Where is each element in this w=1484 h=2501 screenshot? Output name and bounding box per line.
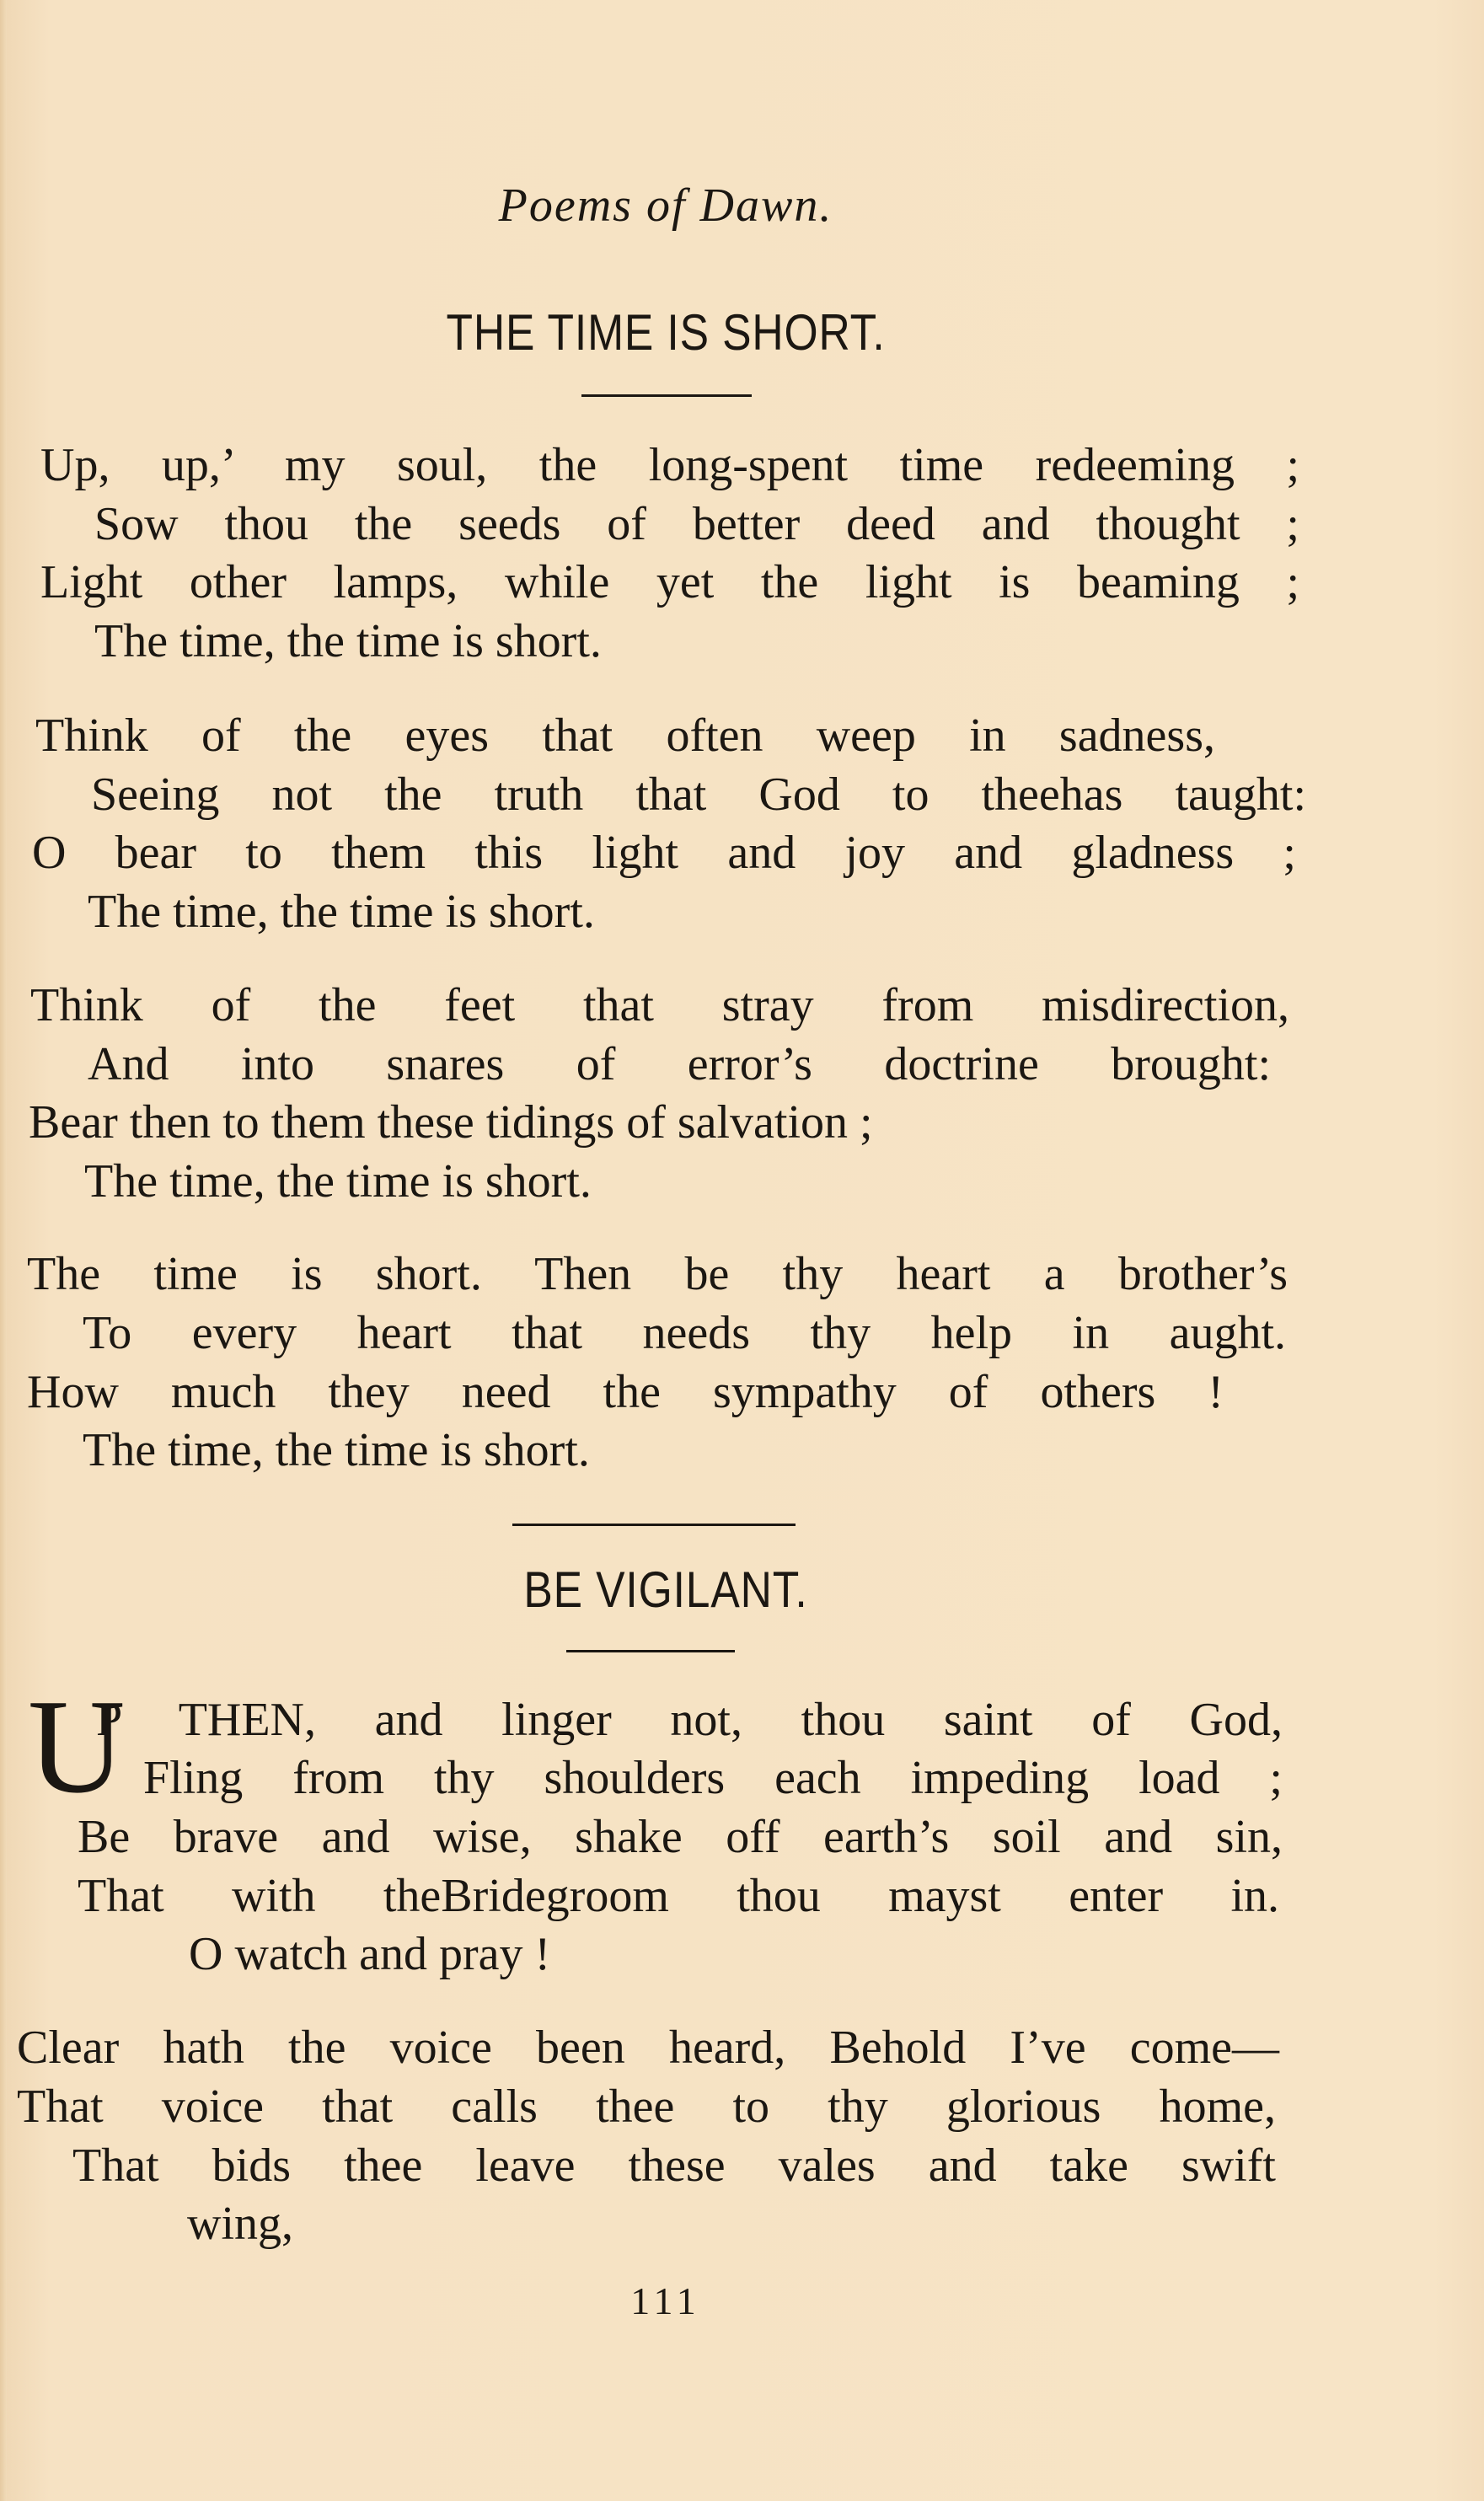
poem-line: The time, the time is short. xyxy=(94,615,602,667)
poem-title: BE VIGILANT. xyxy=(523,1561,808,1618)
poem-line: That with theBridegroom thou mayst enter in. xyxy=(78,1870,1279,1922)
poem-line: That bids thee leave these vales and take swift xyxy=(72,2140,1276,2192)
poem-line: Seeing not the truth that God to theehas taught: xyxy=(91,769,1306,821)
poem-line: Fling from thy shoulders each impeding load ; xyxy=(143,1752,1283,1804)
poem-line: The time, the time is short. xyxy=(88,886,595,938)
poem-line: Be brave and wise, shake off earth’s soil and sin, xyxy=(78,1811,1283,1863)
poem-line: That voice that calls thee to thy glorious home, xyxy=(17,2081,1276,2133)
poem-line: Think of the feet that stray from misdirection, xyxy=(30,979,1289,1031)
poem-line: The time is short. Then be thy heart a brother’s xyxy=(27,1248,1288,1300)
poem-line: Clear hath the voice been heard, Behold I’ve come— xyxy=(17,2022,1279,2074)
page-edge xyxy=(0,0,7,2501)
poem-line: Think of the eyes that often weep in sadness, xyxy=(35,710,1215,762)
poem-title: THE TIME IS SHORT. xyxy=(446,304,886,361)
page-number: 111 xyxy=(630,2279,701,2322)
drop-cap: U xyxy=(28,1671,126,1821)
poem-line: The time, the time is short. xyxy=(84,1155,592,1208)
running-head: Poems of Dawn. xyxy=(498,179,833,232)
poem-line: Up, up,’ my soul, the long-spent time redeeming ; xyxy=(40,439,1299,491)
poem-line: And into snares of error’s doctrine brought: xyxy=(88,1038,1271,1090)
poem-line: Light other lamps, while yet the light is beaming ; xyxy=(40,556,1299,608)
poem-line: Bear then to them these tidings of salvation ; xyxy=(29,1096,873,1149)
poem-line: wing, xyxy=(187,2198,293,2250)
poem-line: How much they need the sympathy of others ! xyxy=(27,1366,1224,1418)
title-rule xyxy=(581,394,752,397)
poem-line: O bear to them this light and joy and gladness ; xyxy=(32,827,1296,879)
poem-line: The time, the time is short. xyxy=(83,1424,590,1476)
poem-line: O watch and pray ! xyxy=(189,1928,551,1980)
title-rule xyxy=(566,1650,735,1652)
section-rule xyxy=(512,1524,796,1526)
poem-line: Sow thou the seeds of better deed and thought ; xyxy=(94,498,1299,550)
poem-line: To every heart that needs thy help in aught. xyxy=(83,1307,1286,1359)
poem-line: P THEN, and linger not, thou saint of God, xyxy=(96,1694,1283,1746)
